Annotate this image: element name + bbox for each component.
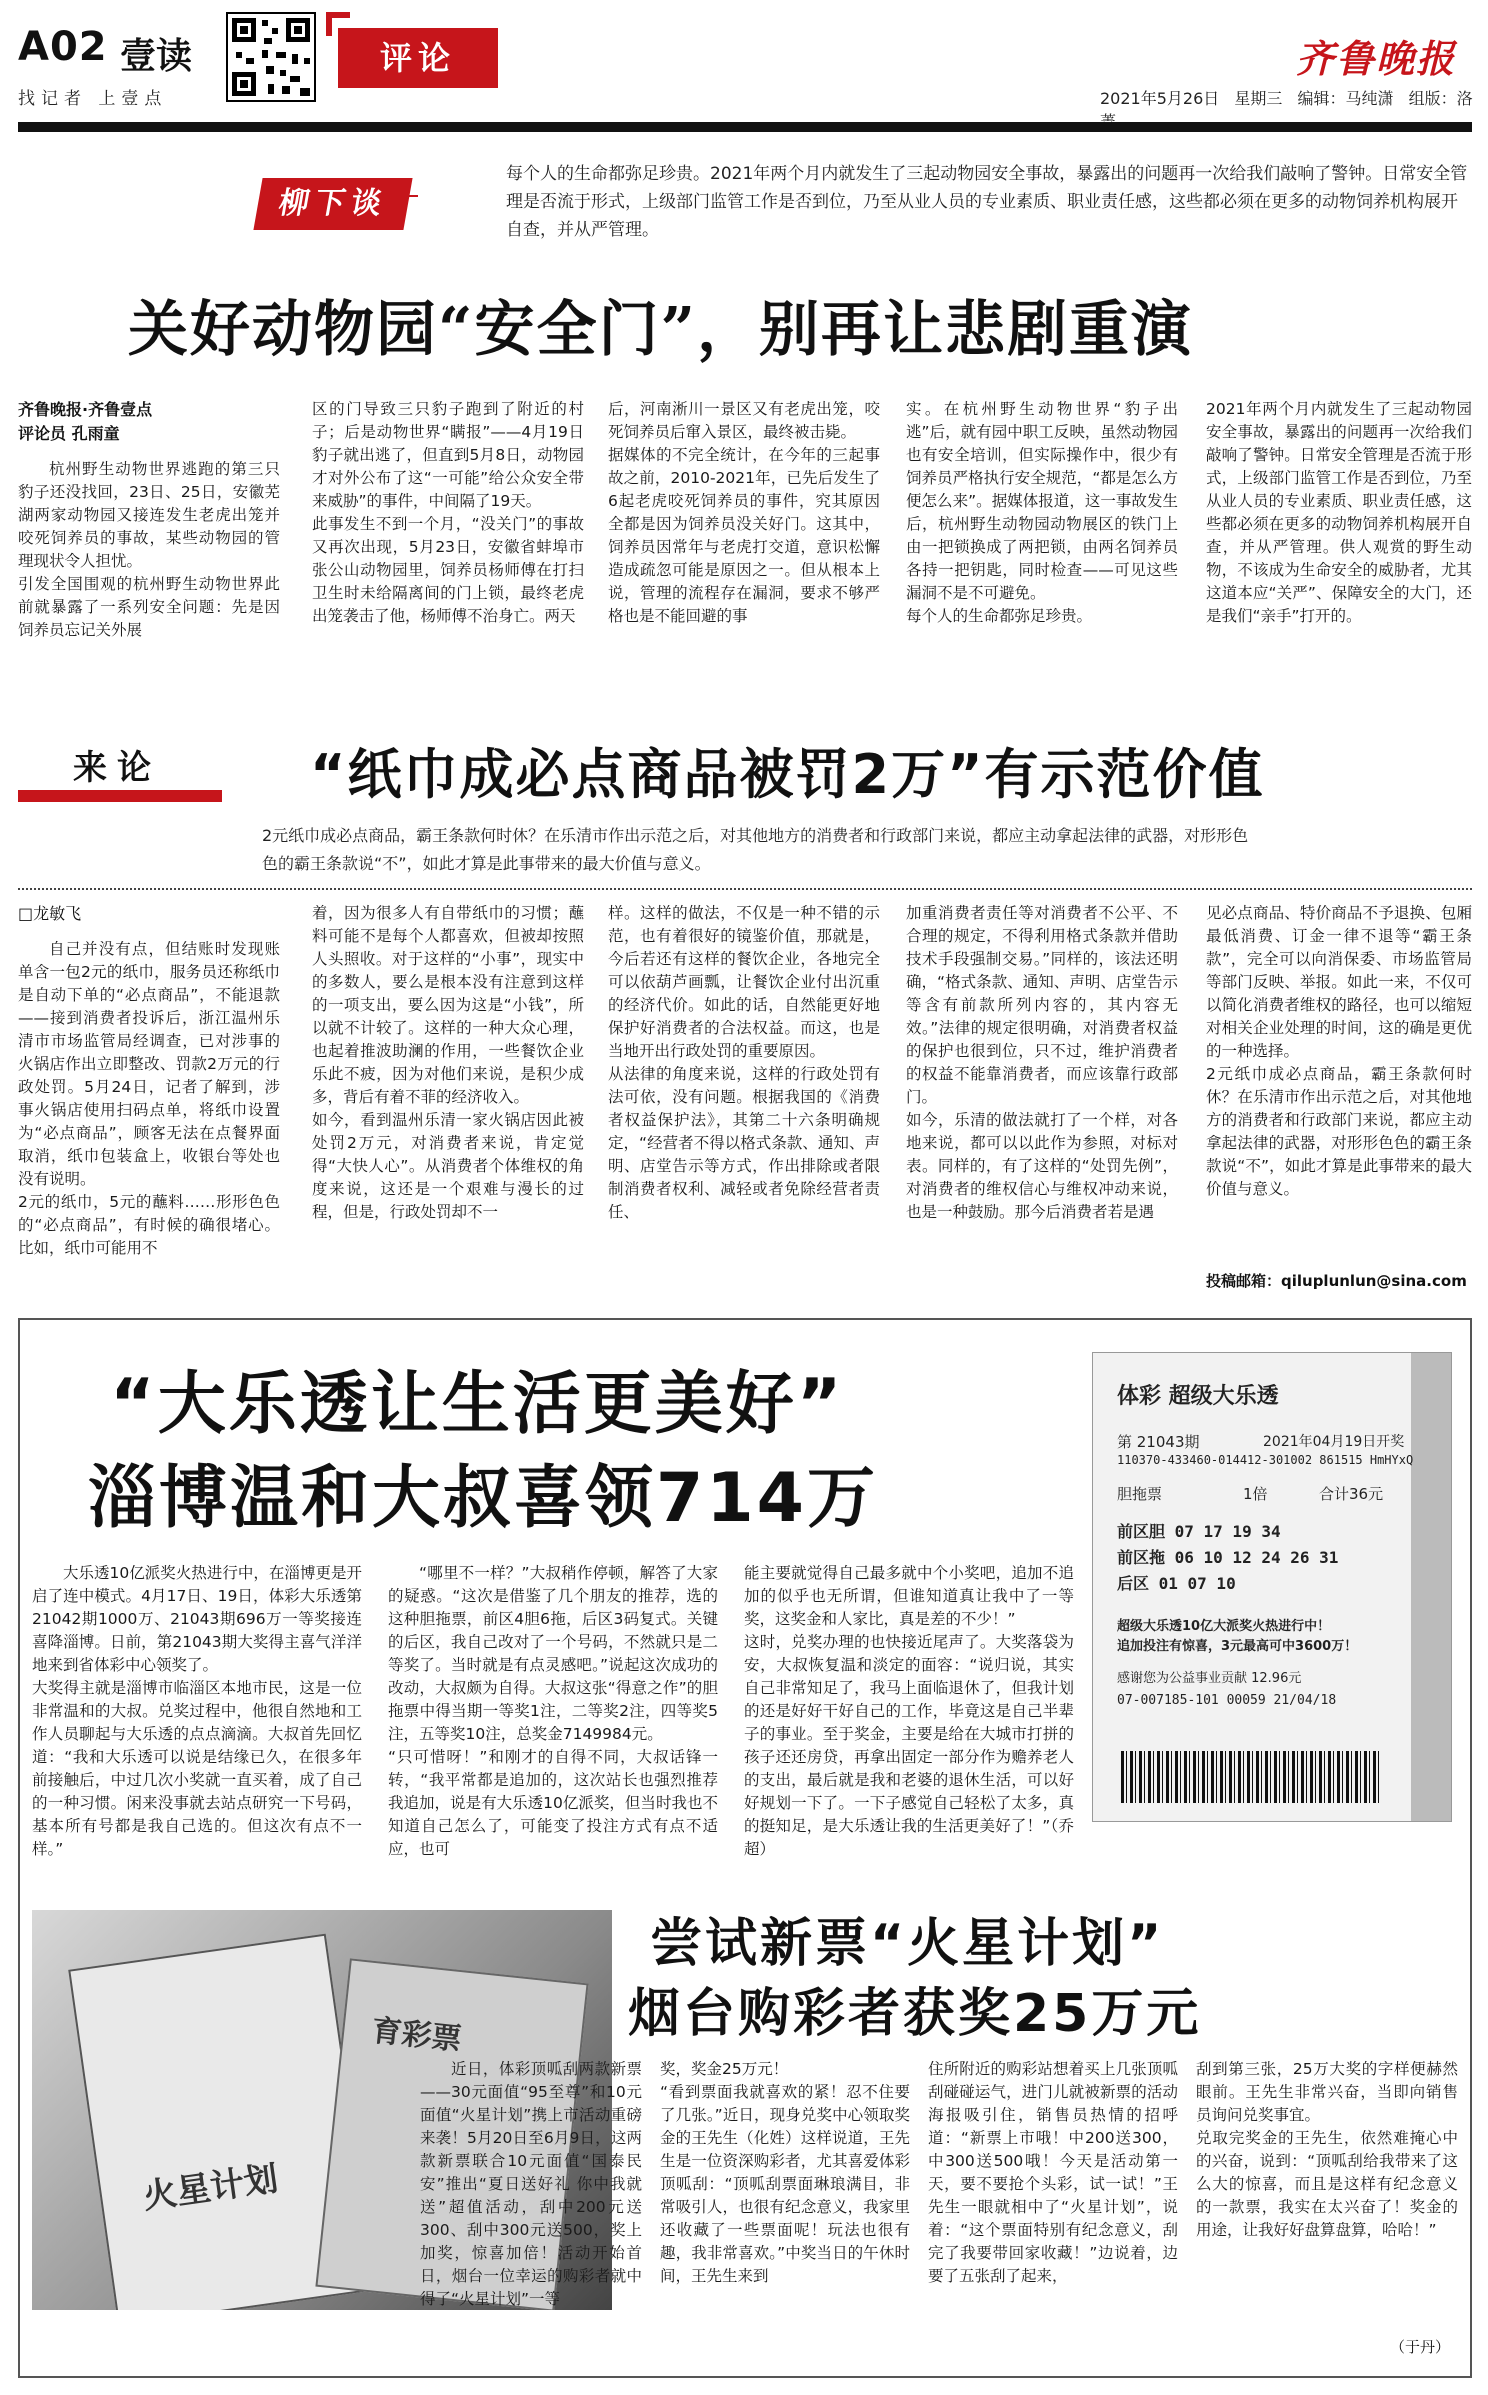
letters-text: 自己并没有点，但结账时发现账单含一包2元的纸巾，服务员还称纸巾是自动下单的“必点商品”，不能退款——接到消费者投诉后，浙江温州乐清市市场监管局经调查，已对涉事的火锅店作出立即整改、罚款2万元的行政处罚。5月24日，记者了解到，涉事火锅店使用扫码点单，将纸巾设置为“必点商品”，顾客无法在点餐界面取消，纸巾包装盒上，收银台等处也没有说明。 2元的纸巾，5元的蘸料……形形色色的“必点商品”，有时候的确很堵心。比如，纸巾可能用不 [18, 940, 280, 1257]
ticket-multiple: 1倍 [1243, 1485, 1268, 1503]
date: 2021年5月26日 [1100, 89, 1220, 108]
byline-author: 评论员 孔雨童 [18, 424, 120, 443]
ticket-row-2: 前区拖 06 10 12 24 26 31 [1117, 1548, 1339, 1567]
lottery2-headline-1: 尝试新票“火星计划” [650, 1914, 1165, 1974]
ticket-row-3: 后区 01 07 10 [1117, 1574, 1236, 1593]
letters-col-4 [906, 902, 1178, 1294]
editorial-headline: 关好动物园“安全门”，别再让悲剧重演 [128, 295, 1194, 365]
ticket-issue: 第 21043期 [1117, 1433, 1200, 1451]
photo-label: 火星计划 [140, 2158, 281, 2218]
lottery1-text: “哪里不一样？”大叔稍作停顿，解答了大家的疑惑。“这次是借鉴了几个朋友的推荐，选的这种胆拖票，前区4胆6拖，后区3码复式。关键的后区，我自己改对了一个号码，不然就只是二等奖了。当时就是有点灵感吧。”说起这次成功的改动，大叔颇为自得。大叔这张“得意之作”的胆拖票中得当期一等奖1注，二等奖2注，四等奖5注，五等奖10注，总奖金7149984元。 “只可惜呀！”和刚才的自得不同，大叔话锋一转，“我平常都是追加的，这次站长也强烈推荐我追加，说是有大乐透10亿派奖，但当时我也不知道自己怎么了，可能变了投注方式有点不适应，也可 [388, 1564, 718, 1858]
page-number: A02 [18, 24, 108, 70]
editorial-text: 实。在杭州野生动物世界“豹子出逃”后，就有园中职工反映，虽然动物园也有安全培训，但实际操作中，很少有饲养员严格执行安全规范，“都是怎么方便怎么来”。据媒体报道，这一事故发生后，杭州野生动物园动物展区的铁门上由一把锁换成了两把锁，由两名饲养员各持一把钥匙，同时检查——可见这些漏洞不是不可避免。 每个人的生命都弥足珍贵。 [906, 400, 1178, 625]
editorial-text: 杭州野生动物世界逃跑的第三只豹子还没找回，23日、25日，安徽芜湖两家动物园又接连发生老虎出笼并咬死饲养员的事故，某些动物园的管理现状令人担忧。 引发全国围观的杭州野生动物世界此前就暴露了一系列安全问题：先是因饲养员忘记关外展 [18, 460, 280, 639]
editorial-tag: 柳下谈 [253, 178, 412, 230]
tag-accent [404, 195, 418, 197]
editorial-col-2 [312, 398, 584, 686]
editor: 编辑：马纯潇 [1297, 89, 1394, 108]
newspaper-logo: 齐鲁晚报 [1296, 36, 1457, 81]
lottery1-text: 能主要就觉得自己最多就中个小奖吧，追加不追加的似乎也无所谓，但谁知道真让我中了一等奖，这奖金和人家比，真是差的不少！” 这时，兑奖办理的也快接近尾声了。大奖落袋为安，大叔恢复温和淡定的面容：“说归说，其实自己非常知足了，我马上面临退休了，但我计划的还是好好干好自己的工作，毕竟这是自己半辈子的事业。至于奖金，主要是给在大城市打拼的孩子还还房贷，再拿出固定一部分作为赡养老人的支出，最后就是我和老婆的退休生活，可以好好规划一下了。一下子感觉自己轻松了太多，真的挺知足，是大乐透让我的生活更美好了！”（乔超） [744, 1564, 1074, 1858]
ticket-date: 2021年04月19日开奖 [1263, 1434, 1405, 1450]
letters-col-2 [312, 902, 584, 1294]
barcode-icon [1121, 1751, 1381, 1803]
photo-label: 育彩票 [370, 2013, 464, 2058]
lottery2-col-4 [1196, 2058, 1458, 2328]
section-name: 壹读 [120, 36, 193, 77]
masthead [0, 0, 1488, 135]
ticket-promo-2: 追加投注有惊喜，3元最高可中3600万！ [1117, 1639, 1358, 1654]
editorial-col-5 [1206, 398, 1472, 686]
lottery1-col-2 [388, 1562, 718, 1892]
slogan: 找记者 上壹点 [18, 89, 168, 109]
letters-col-3 [608, 902, 880, 1294]
ticket-stripe [1411, 1353, 1451, 1822]
editorial-text: 区的门导致三只豹子跑到了附近的村子；后是动物世界“瞒报”——4月19日豹子就出逃了，但直到5月8日，动物园才对外公布了这“一可能”给公众安全带来威胁”的事件，中间隔了19天。 此事发生不到一个月，“没关门”的事故又再次出现，5月23日，安徽省蚌埠市张公山动物园里，饲养员杨师傅在打扫卫生时未给隔离间的门上锁，最终老虎出笼袭击了他，杨师傅不治身亡。两天 [312, 400, 584, 625]
letters-headline: “纸巾成必点商品被罚2万”有示范价值 [310, 743, 1265, 806]
lottery2-col-2 [660, 2058, 910, 2358]
lottery2-col-1 [420, 2058, 642, 2358]
letters-author: □龙敏飞 [18, 904, 82, 923]
byline-source: 齐鲁晚报·齐鲁壹点 [18, 400, 153, 419]
editorial-col-1 [18, 458, 280, 686]
letters-text: 见必点商品、特价商品不予退换、包厢最低消费、订金一律不退等“霸王条款”，完全可以向消保委、市场监管局等部门反映、举报。如此一来，不仅可以简化消费者维权的路径，也可以缩短对相关企业处理的时间，这的确是更优的一种选择。 2元纸巾成必点商品，霸王条款何时休？在乐清市作出示范之后，对其他地方的消费者和行政部门来说，都应主动拿起法律的武器，对形形色色的霸王条款说“不”，如此才算是此事带来的最大价值与意义。 [1206, 904, 1472, 1198]
lottery-headline-1: “大乐透让生活更美好” [110, 1365, 845, 1444]
ticket-total: 合计36元 [1319, 1485, 1384, 1503]
dotted-divider [18, 888, 1472, 890]
lottery1-text: 大乐透10亿派奖火热进行中，在淄博更是开启了连中模式。4月17日、19日，体彩大乐透第21042期1000万、21043期696万一等奖接连喜降淄博。日前，第21043期大奖得主喜气洋洋地来到省体彩中心领奖了。 大奖得主就是淄博市临淄区本地市民，这是一位非常温和的大叔。兑奖过程中，他很自然地和工作人员聊起与大乐透的点点滴滴。大叔首先回忆道：“我和大乐透可以说是结缘已久，在很多年前接触后，中过几次小奖就一直买着，成了自己的一种习惯。闲来没事就去站点研究一下号码，基本所有号都是我自己选的。但这次有点不一样。” [32, 1564, 362, 1858]
designer: 组版：洛 [1408, 89, 1473, 108]
editorial-col-4 [906, 398, 1178, 686]
editorial-lead: 每个人的生命都弥足珍贵。2021年两个月内就发生了三起动物园安全事故，暴露出的问题再一次给我们敲响了警钟。日常安全管理是否流于形式，上级部门监管工作是否到位，乃至从业人员的专业素质、职业责任感，这些都必须在更多的动物饲养机构展开自查，并从严管理。 [506, 164, 1468, 240]
ticket-type: 胆拖票 [1117, 1485, 1163, 1503]
letters-col-5 [1206, 902, 1472, 1262]
qr-code-icon[interactable] [226, 12, 316, 102]
lottery1-col-3 [744, 1562, 1074, 1892]
lottery2-text: 奖，奖金25万元！ “看到票面我就喜欢的紧！忍不住要了几张。”近日，现身兑奖中心领取奖金的王先生（化姓）这样说道，王先生是一位资深购彩者，尤其喜爱体彩顶呱刮：“顶呱刮票面琳琅满目，非常吸引人，也很有纪念意义，我家里还收藏了一些票面呢！玩法也很有趣，我非常喜欢。”中奖当日的午休时间，王先生来到 [660, 2060, 910, 2285]
lottery2-credit: （于丹） [1390, 2338, 1451, 2356]
ticket-thanks: 感谢您为公益事业贡献 12.96元 [1117, 1671, 1302, 1686]
masthead-rule [18, 122, 1472, 132]
lottery2-text: 刮到第三张，25万大奖的字样便赫然眼前。王先生非常兴奋，当即向销售员询问兑奖事宜。 兑取完奖金的王先生，依然难掩心中的兴奋，说到：“顶呱刮给我带来了这么大的惊喜，而且是这样有纪念意义的一款票，我实在太兴奋了！奖金的用途，让我好好盘算盘算，哈哈！” [1196, 2060, 1458, 2239]
lottery-headline-2: 淄博温和大叔喜领714万 [88, 1459, 878, 1538]
letters-col-1 [18, 938, 280, 1294]
lottery2-headline-2: 烟台购彩者获奖25万元 [628, 1984, 1202, 2044]
ticket-promo-1: 超级大乐透10亿大派奖火热进行中！ [1117, 1619, 1331, 1634]
letters-text: 样。这样的做法，不仅是一种不错的示范，也有着很好的镜鉴价值，那就是，今后若还有这样的餐饮企业，各地完全可以依葫芦画瓢，让餐饮企业付出沉重的经济代价。如此的话，自然能更好地保护好消费者的合法权益。而这，也是当地开出行政处罚的重要原因。 从法律的角度来说，这样的行政处罚有法可依，没有问题。根据我国的《消费者权益保护法》，其第二十六条明确规定，“经营者不得以格式条款、通知、声明、店堂告示等方式，作出排除或者限制消费者权利、减轻或者免除经营者责任、 [608, 904, 880, 1221]
letters-text: 着，因为很多人有自带纸巾的习惯；蘸料可能不是每个人都喜欢，但被却按照人头照收。对于这样的“小事”，现实中的多数人，要么是根本没有注意到这样的一项支出，要么因为这是“小钱”，所以就不计较了。这样的一种大众心理，也起着推波助澜的作用，一些餐饮企业乐此不疲，因为对他们来说，是积少成多，背后有着不菲的经济收入。 如今，看到温州乐清一家火锅店因此被处罚2万元，对消费者来说，肯定觉得“大快人心”。从消费者个体维权的角度来说，这还是一个艰难与漫长的过程，但是，行政处罚却不一 [312, 904, 584, 1221]
editorial-text: 2021年两个月内就发生了三起动物园安全事故，暴露出的问题再一次给我们敲响了警钟。日常安全管理是否流于形式，上级部门监管工作是否到位，乃至从业人员的专业素质、职业责任感，这些都必须在更多的动物饲养机构展开自查，并从严管理。供人观赏的野生动物，不该成为生命安全的威胁者，尤其这道本应“关严”、保障安全的大门，还是我们“亲手”打开的。 [1206, 400, 1472, 625]
lottery2-text: 住所附近的购彩站想着买上几张顶呱刮碰碰运气，进门儿就被新票的活动海报吸引住，销售员热情的招呼道：“新票上市哦！中200送300，中300送500哦！今天是活动第一天，要不要抢个头彩，试一试！”王先生一眼就相中了“火星计划”，说着：“这个票面特别有纪念意义，刮完了我要带回家收藏！”边说着，边要了五张刮了起来， [928, 2060, 1178, 2285]
letters-lead: 2元纸巾成必点商品，霸王条款何时休？在乐清市作出示范之后，对其他地方的消费者和行政部门来说，都应主动拿起法律的武器，对形形色色的霸王条款说“不”，如此才算是此事带来的最大价值与意义。 [262, 826, 1249, 873]
letters-tag-bar [18, 790, 222, 802]
letters-tag: 来论 [22, 742, 212, 794]
lottery2-text: 近日，体彩顶呱刮两款新票——30元面值“95至尊”和10元面值“火星计划”携上市活动重磅来袭！5月20日至6月9日，这两款新票联合10元面值“国泰民安”推出“夏日送好礼 你中我就送”超值活动，刮中200元送300、刮中300元送500，奖上加奖，惊喜加倍！活动开始首日，烟台一位幸运的购彩者就中得了“火星计划”一等 [420, 2060, 642, 2308]
lottery2-col-3 [928, 2058, 1178, 2358]
lottery-ticket-image [1092, 1352, 1452, 1822]
ticket-brand: 体彩 超级大乐透 [1117, 1384, 1279, 1409]
ticket-shop-code: 07-007185-101 00059 21/04/18 [1117, 1693, 1337, 1708]
editorial-col-3 [608, 398, 880, 686]
weekday: 星期三 [1234, 89, 1283, 108]
lottery1-col-1 [32, 1562, 362, 1892]
ticket-row-1: 前区胆 07 17 19 34 [1117, 1522, 1281, 1541]
letters-text: 加重消费者责任等对消费者不公平、不合理的规定，不得利用格式条款并借助技术手段强制交易。”同样的，该法还明确，“格式条款、通知、声明、店堂告示等含有前款所列内容的，其内容无效。”法律的规定很明确，对消费者权益的保护也很到位，只不过，维护消费者的权益不能靠消费者，而应该靠行政部门。 如今，乐清的做法就打了一个样，对各地来说，都可以以此作为参照，对标对表。同样的，有了这样的“处罚先例”，对消费者的维权信心与维权冲动来说，也是一种鼓励。那今后消费者若是遇 [906, 904, 1178, 1221]
editorial-byline [18, 398, 278, 446]
submission-email[interactable]: 投稿邮箱：qiluplunlun@sina.com [1206, 1272, 1467, 1290]
column-tag: 评论 [338, 28, 498, 88]
editorial-text: 后，河南淅川一景区又有老虎出笼，咬死饲养员后窜入景区，最终被击毙。 据媒体的不完全统计，在今年的三起事故之前，2010-2021年，已先后发生了6起老虎咬死饲养员的事件，究其原因全都是因为饲养员没关好门。这其中，饲养员因常年与老虎打交道，意识松懈造成疏忽可能是原因之一。但从根本上说，管理的流程存在漏洞，要求不够严格也是不能回避的事 [608, 400, 880, 625]
ticket-serial: 110370-433460-014412-301002 861515 HmHYxQ [1117, 1453, 1414, 1467]
